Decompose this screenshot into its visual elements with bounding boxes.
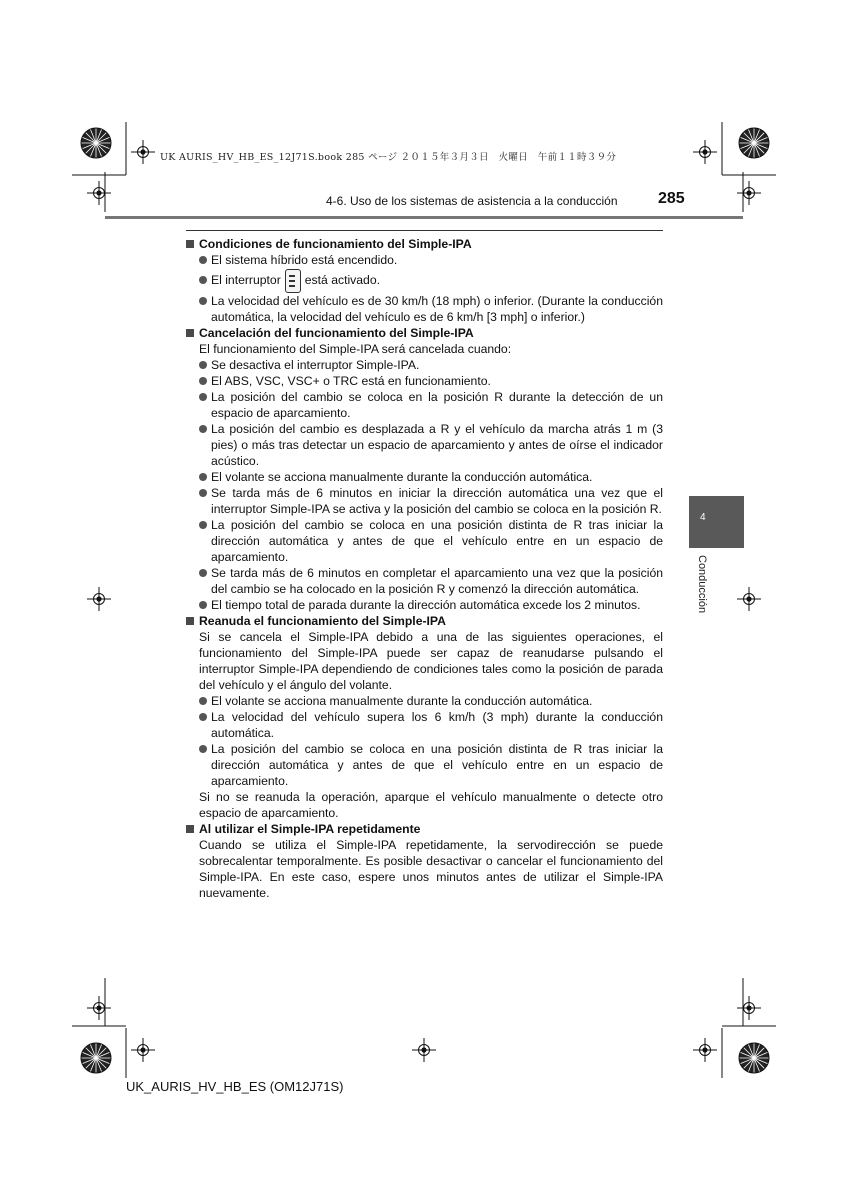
bullet-dot-icon	[199, 713, 207, 721]
chapter-number: 4	[700, 512, 706, 523]
list-item: El tiempo total de parada durante la dirección automática excede los 2 minutos.	[186, 597, 663, 613]
list-item: El volante se acciona manualmente durante la conducción automática.	[186, 469, 663, 485]
list-item: El interruptor está activado.	[186, 268, 663, 293]
section-header-title: 4-6. Uso de los sistemas de asistencia a la conducción	[326, 194, 618, 208]
square-bullet-icon	[186, 617, 194, 625]
list-item: La velocidad del vehículo supera los 6 km/h (3 mph) durante la conducción automática.	[186, 709, 663, 741]
print-info-line: UK AURIS_HV_HB_ES_12J71S.book 285 ページ ２０１５年３月３日 火曜日 午前１１時３９分	[160, 152, 617, 163]
footer-code: UK_AURIS_HV_HB_ES (OM12J71S)	[126, 1079, 344, 1094]
bullet-dot-icon	[199, 473, 207, 481]
bullet-dot-icon	[199, 276, 207, 284]
list-item: La posición del cambio es desplazada a R y el vehículo da marcha atrás 1 m (3 pies) o más tras detectar un espacio de aparcamiento y antes de oírse el indicador acústico.	[186, 421, 663, 469]
paragraph: Si no se reanuda la operación, aparque el vehículo manualmente o detecte otro espacio de aparcamiento.	[199, 789, 663, 820]
list-item: El ABS, VSC, VSC+ o TRC está en funcionamiento.	[186, 373, 663, 389]
list-item: Se tarda más de 6 minutos en iniciar la dirección automática una vez que el interruptor Simple-IPA se activa y la posición del cambio se coloca en la posición R.	[186, 485, 663, 517]
list-item: Se tarda más de 6 minutos en completar el aparcamiento una vez que la posición del cambio se ha colocado en la posición R y comenzó la dirección automática.	[186, 565, 663, 597]
section-heading: Al utilizar el Simple-IPA repetidamente	[186, 821, 663, 837]
section-heading: Cancelación del funcionamiento del Simple-IPA	[186, 325, 663, 341]
paragraph: Si se cancela el Simple-IPA debido a una de las siguientes operaciones, el funcionamiento del Simple-IPA puede ser capaz de reanudarse pulsando el interruptor Simple-IPA dependiendo de condiciones tales como la posición de parada del vehículo y el ángulo del volante.	[199, 629, 663, 692]
bullet-dot-icon	[199, 569, 207, 577]
bullet-dot-icon	[199, 377, 207, 385]
square-bullet-icon	[186, 240, 194, 248]
section-heading: Condiciones de funcionamiento del Simple-IPA	[186, 236, 663, 252]
header-rule	[105, 216, 743, 219]
paragraph: Cuando se utiliza el Simple-IPA repetidamente, la servodirección se puede sobrecalentar temporalmente. Es posible desactivar o cancelar el funcionamiento del Simple-IPA. En este caso, espere unos minutos antes de utilizar el Simple-IPA nuevamente.	[199, 837, 663, 900]
list-item: La posición del cambio se coloca en una posición distinta de R tras iniciar la dirección automática y antes de que el vehículo entre en un espacio de aparcamiento.	[186, 517, 663, 565]
chapter-label: Conducción	[696, 555, 708, 614]
content-top-rule	[186, 230, 663, 231]
square-bullet-icon	[186, 329, 194, 337]
bullet-dot-icon	[199, 393, 207, 401]
section-heading: Reanuda el funcionamiento del Simple-IPA	[186, 613, 663, 629]
simple-ipa-switch-icon	[285, 269, 301, 293]
bullet-dot-icon	[199, 521, 207, 529]
main-content	[186, 236, 663, 901]
bullet-dot-icon	[199, 489, 207, 497]
bullet-dot-icon	[199, 425, 207, 433]
page-number: 285	[658, 190, 685, 207]
list-item: La posición del cambio se coloca en la posición R durante la detección de un espacio de aparcamiento.	[186, 389, 663, 421]
bullet-dot-icon	[199, 361, 207, 369]
chapter-tab	[689, 496, 744, 548]
bullet-dot-icon	[199, 697, 207, 705]
list-item: El sistema híbrido está encendido.	[186, 252, 663, 268]
square-bullet-icon	[186, 825, 194, 833]
list-item: La velocidad del vehículo es de 30 km/h (18 mph) o inferior. (Durante la conducción automática, la velocidad del vehículo es de 6 km/h [3 mph] o inferior.)	[186, 293, 663, 325]
list-item: Se desactiva el interruptor Simple-IPA.	[186, 357, 663, 373]
list-item: La posición del cambio se coloca en una posición distinta de R tras iniciar la dirección automática y antes de que el vehículo entre en un espacio de aparcamiento.	[186, 741, 663, 789]
list-item: El volante se acciona manualmente durante la conducción automática.	[186, 693, 663, 709]
bullet-dot-icon	[199, 745, 207, 753]
bullet-dot-icon	[199, 297, 207, 305]
bullet-dot-icon	[199, 601, 207, 609]
paragraph: El funcionamiento del Simple-IPA será cancelada cuando:	[199, 341, 512, 356]
bullet-dot-icon	[199, 256, 207, 264]
